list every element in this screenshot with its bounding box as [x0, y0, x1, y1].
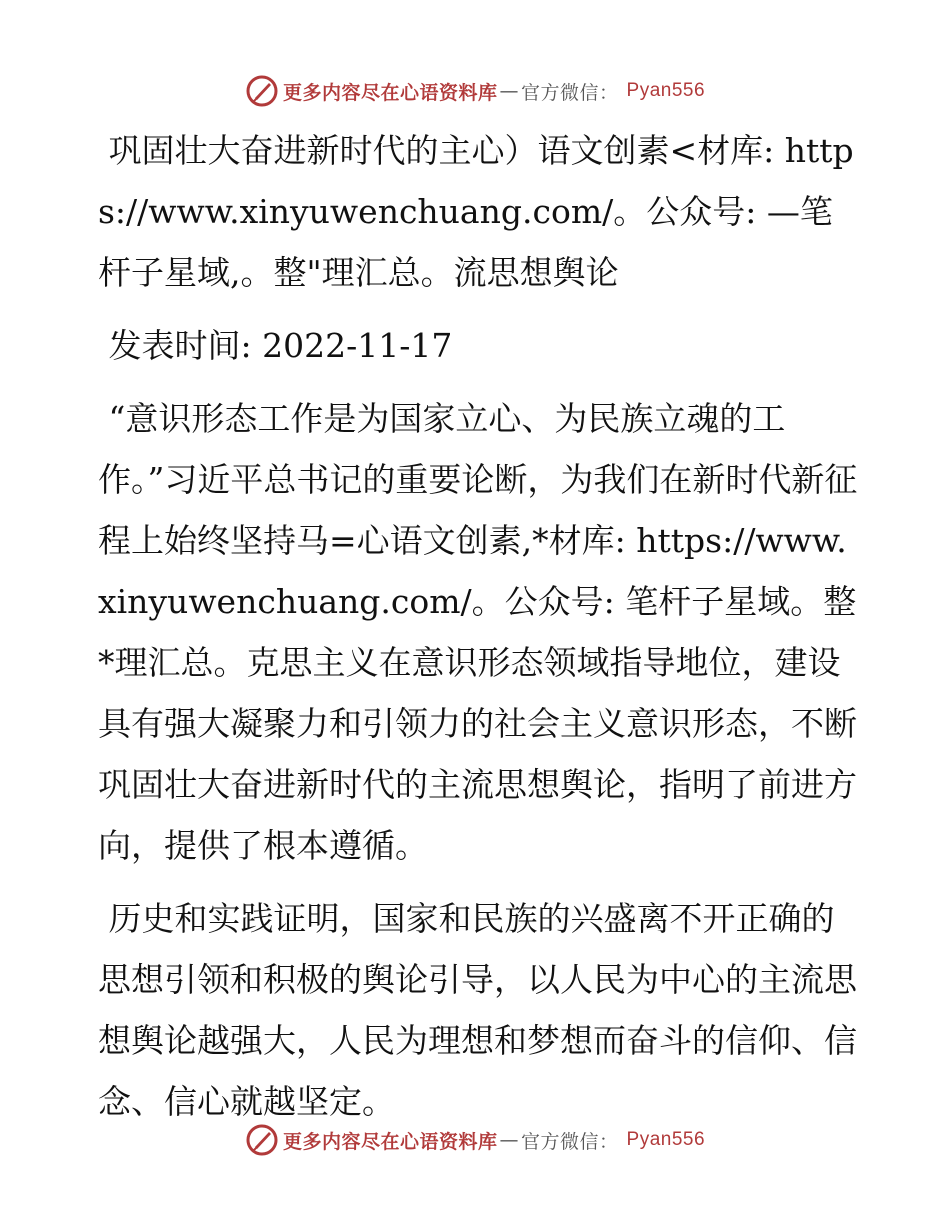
watermark-colon: ：	[599, 81, 619, 104]
quote-paragraph: “意识形态工作是为国家立心、为民族立魂的工作。”习近平总书记的重要论断，为我们在新时代新征程上始终坚持马=心语文创素,*材库: https://www.xinyuwenchuang.com/。公众号: 笔杆子星域。整*理汇总。克思主义在意识形态领域指导地位，建设具有强大凝聚力和引领力的社会主义意识形态，不断巩固壮大奋进新时代的主流思想舆论，指明了前进方向，提供了根本遵循。	[98, 399, 858, 865]
publish-date: 发表时间: 2022-11-17	[98, 326, 453, 365]
watermark-brand-text: 更多内容尽在心语资料库	[282, 1130, 498, 1153]
watermark-wechat-id: Pyan556	[626, 1129, 706, 1150]
watermark-brand-text: 更多内容尽在心语资料库	[282, 81, 498, 104]
watermark-colon: ：	[599, 1130, 619, 1153]
top-watermark-banner	[0, 71, 950, 111]
watermark-wechat-id: Pyan556	[626, 80, 706, 101]
feather-pen-circle-icon	[245, 1123, 279, 1157]
history-paragraph: 历史和实践证明，国家和民族的兴盛离不开正确的思想引领和积极的舆论引导，以人民为中心的主流思想舆论越强大，人民为理想和梦想而奋斗的信仰、信念、信心就越坚定。	[98, 899, 857, 1121]
watermark-separator: —	[499, 80, 519, 102]
watermark-wechat-label: 官方微信	[520, 81, 599, 104]
watermark-separator: —	[499, 1129, 519, 1151]
watermark-wechat-label: 官方微信	[520, 1130, 599, 1153]
feather-pen-circle-icon	[245, 74, 279, 108]
bottom-watermark-banner	[0, 1120, 950, 1160]
document-body	[98, 120, 858, 1132]
header-paragraph: 巩固壮大奋进新时代的主心）语文创素<材库: https://www.xinyuwenchuang.com/。公众号: —笔杆子星域,。整"理汇总。流思想舆论	[98, 131, 854, 292]
